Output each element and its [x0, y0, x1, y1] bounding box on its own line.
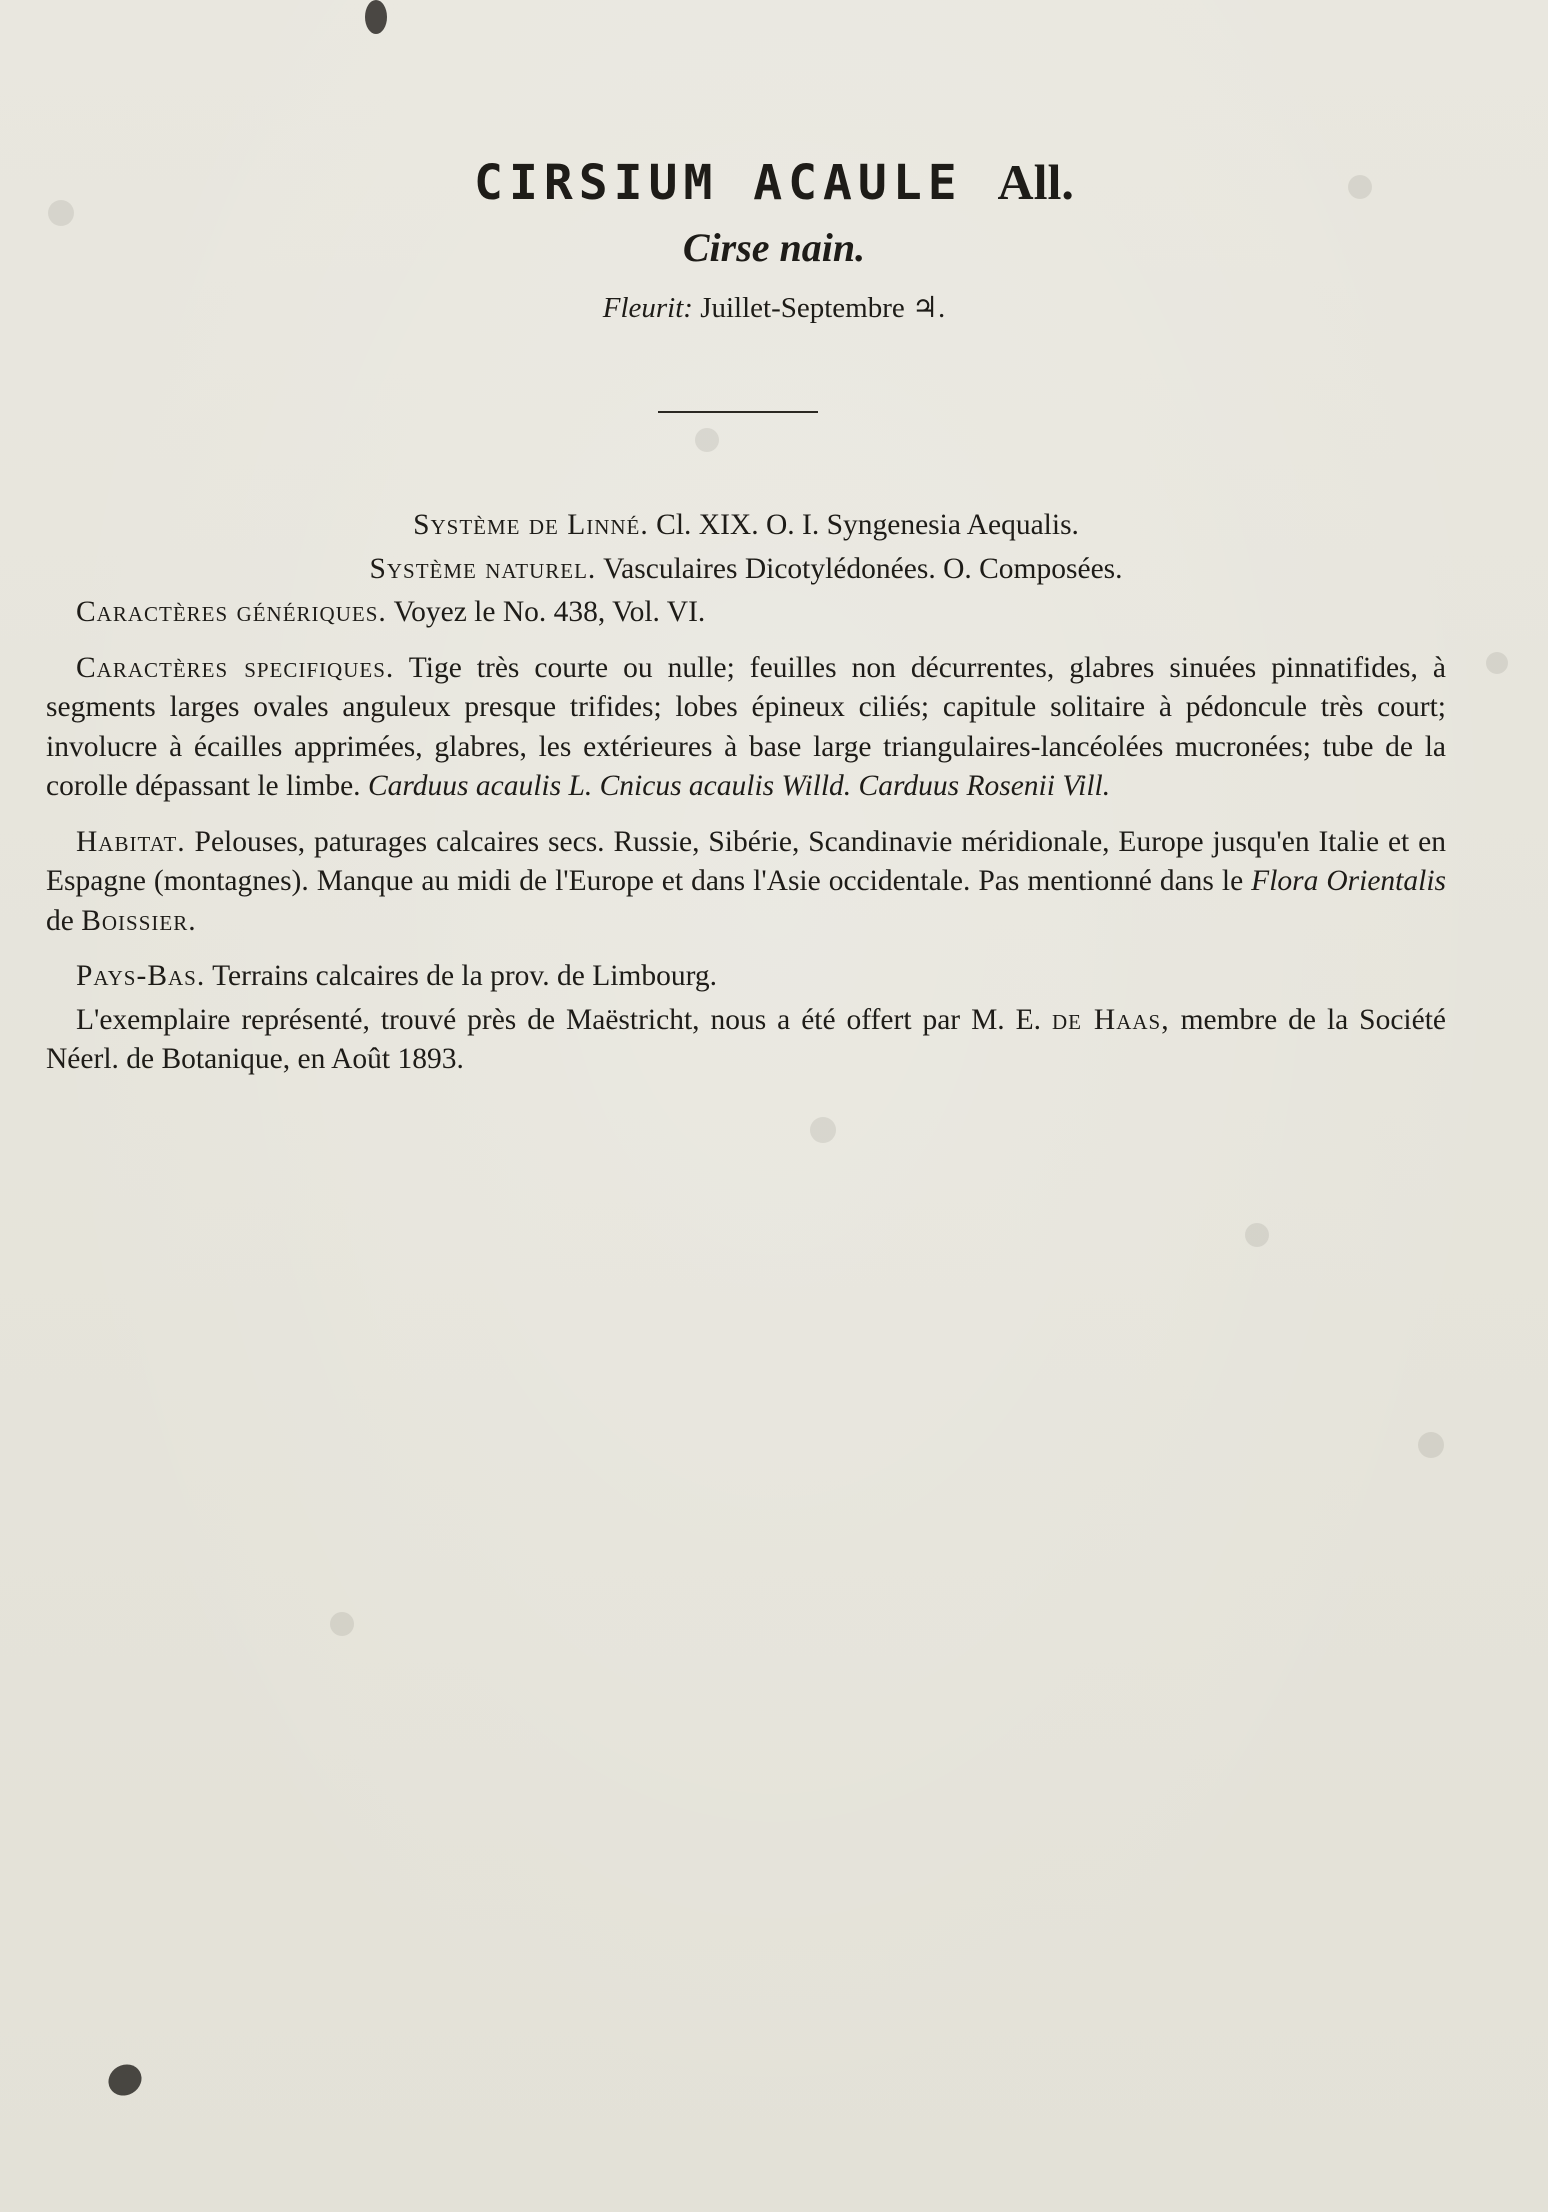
paper-speck [330, 1612, 354, 1636]
paper-speck [1348, 175, 1372, 199]
paper-speck [48, 200, 74, 226]
linne-system [46, 506, 1446, 546]
exemplaire-text-b: membre de la Société Néerl. de Botanique, en Août 1893. [46, 1003, 1447, 1075]
habitat-text-b: de [46, 904, 74, 937]
boissier: Boissier. [81, 904, 197, 937]
naturel-label: Système naturel. [369, 552, 597, 585]
de-haas: de Haas, [1051, 1003, 1170, 1036]
section-divider [658, 411, 818, 413]
netherlands [46, 957, 1446, 997]
flora-orientalis: Flora Orientalis [1251, 865, 1446, 897]
title-block [0, 150, 1548, 327]
linne-text: Cl. XIX. O. I. Syngenesia Aequalis. [656, 509, 1079, 541]
flowering-text: Juillet-Septembre ♃. [700, 292, 946, 324]
naturel-text: Vasculaires Dicotylédonées. O. Composées. [603, 552, 1123, 585]
species-title [0, 150, 1548, 215]
synonyms: Carduus acaulis L. Cnicus acaulis Willd. Carduus Rosenii Vill. [367, 770, 1111, 802]
generiques-text: Voyez le No. 438, Vol. VI. [393, 596, 706, 628]
generiques-label: Caractères génériques. [76, 596, 387, 628]
generic-characters [46, 593, 1446, 633]
habitat-text-a: Pelouses, paturages calcaires secs. Russie, Sibérie, Scandinavie méridionale, Europe jusqu'en Italie et en Espagne (montagnes). Manque au midi de l'Europe et dans l'Asie occidentale. Pas mentionné dans le [46, 825, 1446, 897]
natural-system [46, 550, 1446, 590]
paper-speck [1245, 1223, 1269, 1247]
paysbas-text: Terrains calcaires de la prov. de Limbourg. [212, 960, 718, 992]
flowering-period [0, 289, 1548, 327]
species-author: All. [997, 154, 1074, 210]
paysbas-label: Pays-Bas. [76, 960, 206, 992]
ink-spot [103, 2059, 147, 2102]
specifiques-label: Caractères specifiques. [76, 651, 395, 684]
common-name: Cirse nain. [682, 225, 866, 270]
species-name: CIRSIUM ACAULE [474, 155, 963, 211]
paper-speck [1486, 652, 1508, 674]
habitat-label: Habitat. [76, 825, 186, 858]
specimen-note [46, 1001, 1446, 1080]
exemplaire-text-a: L'exemplaire représenté, trouvé près de Maëstricht, nous a été offert par M. E. [76, 1003, 1042, 1036]
paper-speck [695, 428, 719, 452]
paper-speck [810, 1117, 836, 1143]
linne-label: Système de Linné. [413, 509, 649, 541]
habitat [46, 823, 1446, 942]
specifiques-text: Tige très courte ou nulle; feuilles non décurrentes, glabres sinuées pinnatifides, à segments larges ovales anguleux presque trifides; lobes épineux ciliés; capitule solitaire à pédoncule très court; involucre à écailles apprimées, glabres, les extérieures à base large triangulaires-lancéolées mucronées; tube de la corolle dépassant le limbe. [46, 651, 1447, 802]
specific-characters [46, 649, 1446, 807]
flowering-label: Fleurit: [602, 292, 693, 324]
description-body [46, 506, 1446, 1096]
ink-spot [365, 0, 387, 34]
paper-speck [1418, 1432, 1444, 1458]
